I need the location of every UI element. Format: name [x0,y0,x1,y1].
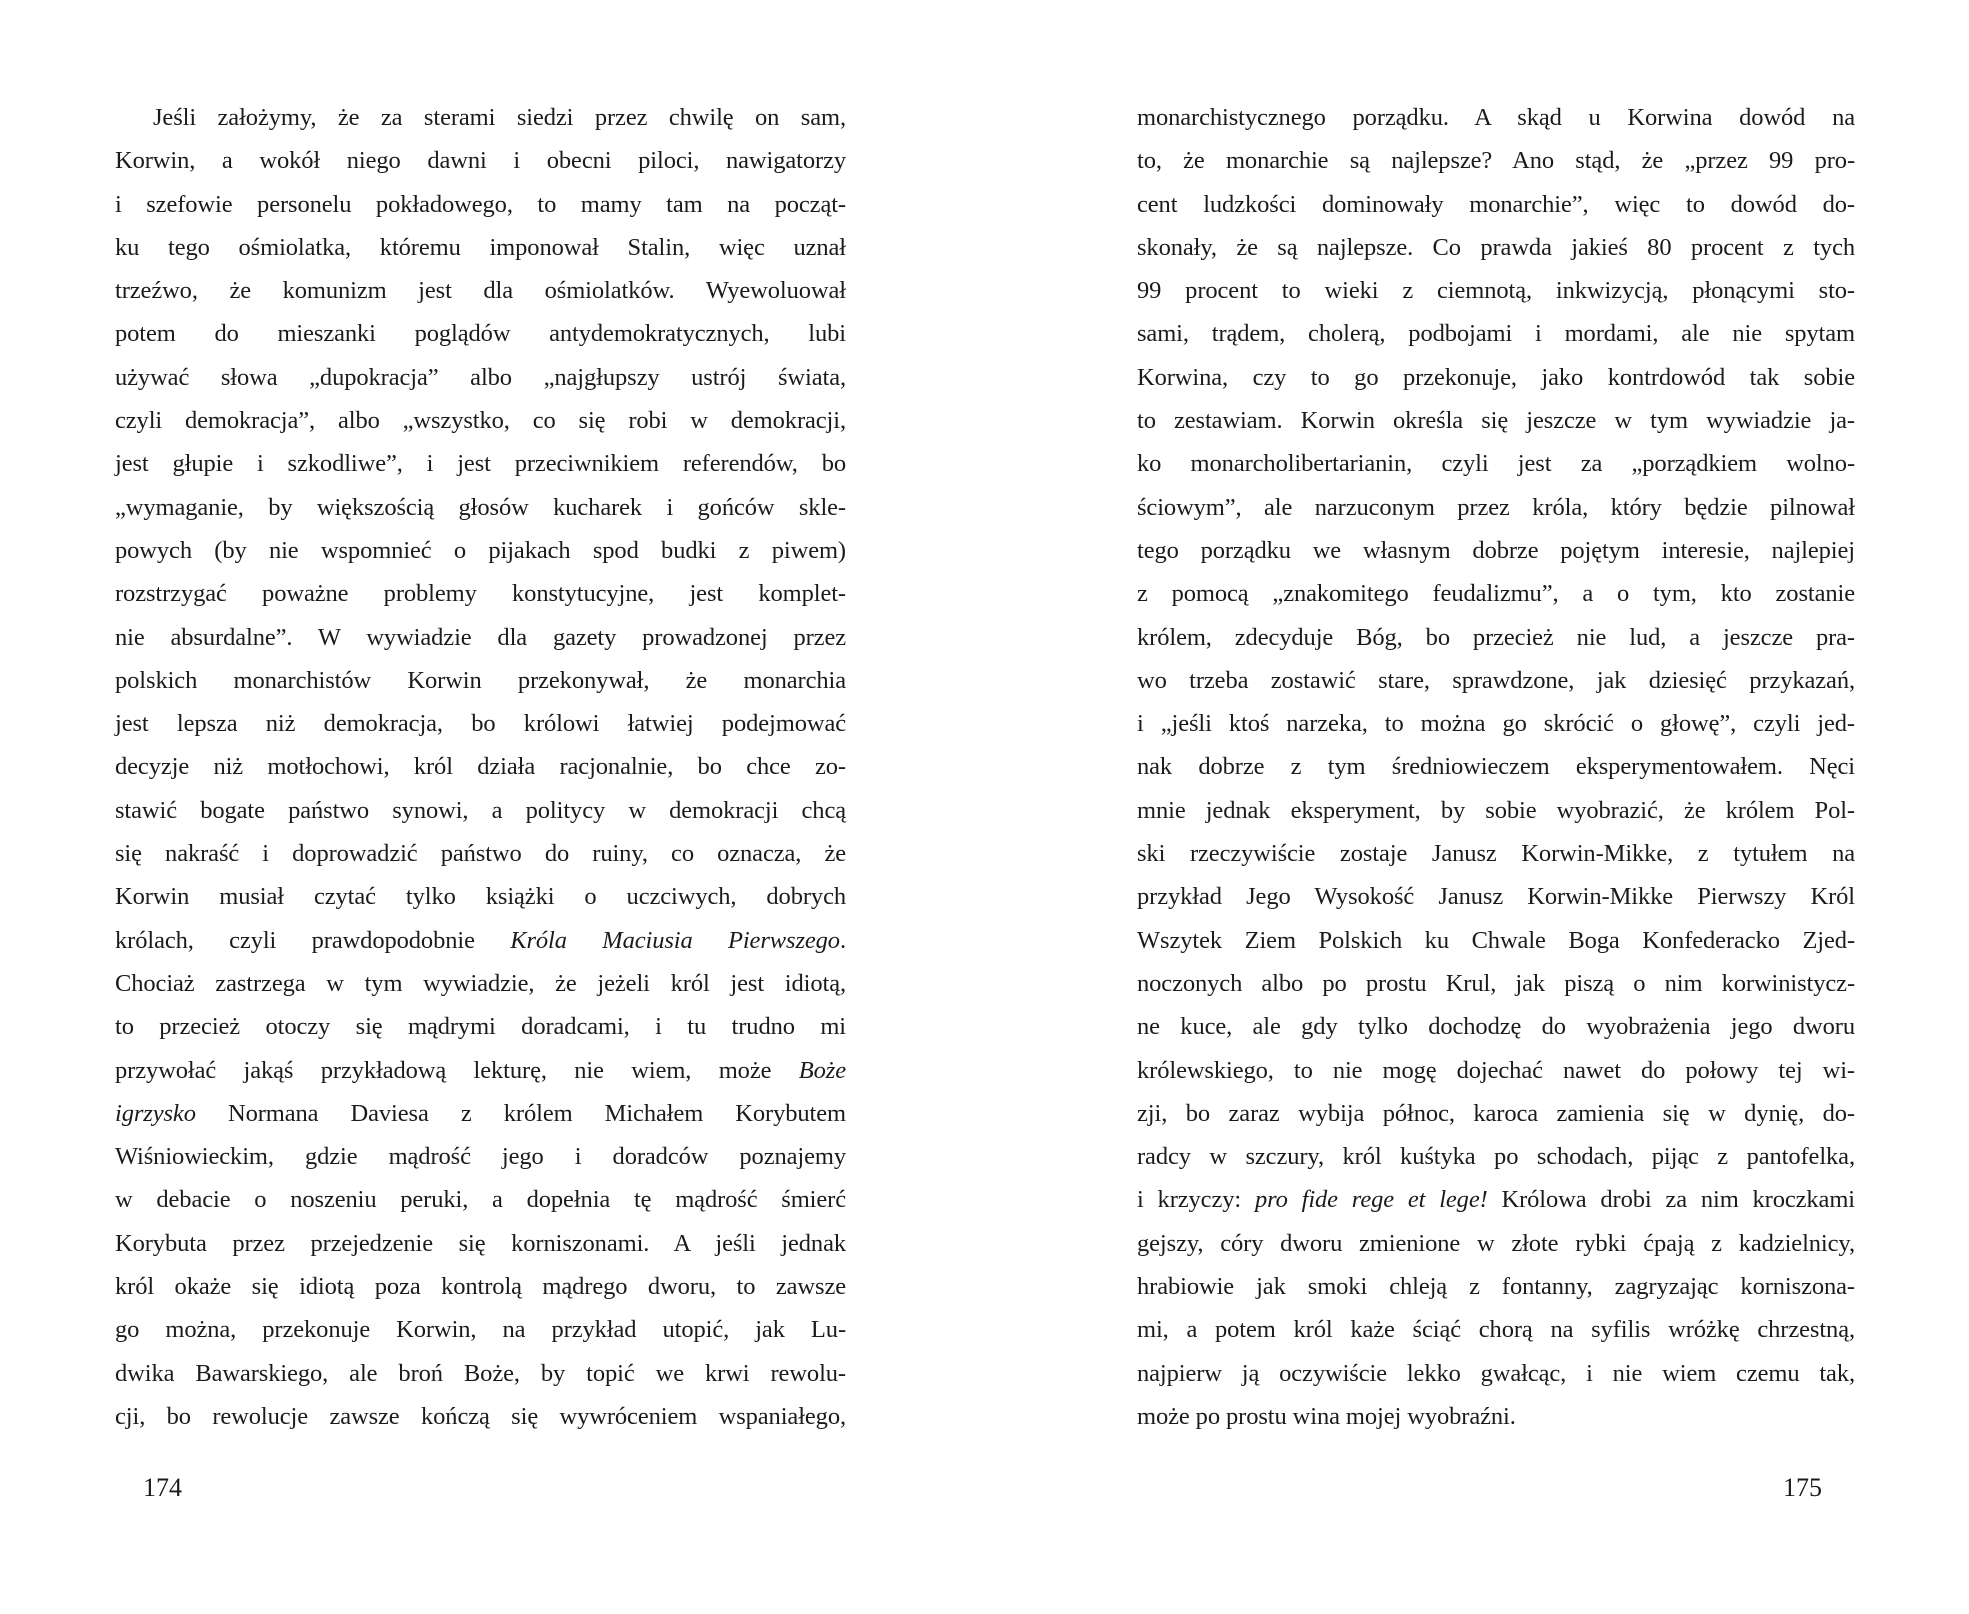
text-line [115,875,846,918]
text-line [1137,962,1855,1005]
text-segment: Korybuta przez przejedzenie się korniszonami. A jeśli jednak [115,1229,846,1257]
text-segment: Chociaż zastrzega w tym wywiadzie, że jeżeli król jest idiotą, [115,969,846,997]
italic-text-segment: pro fide rege et lege! [1254,1186,1488,1214]
text-segment: Wszytek Ziem Polskich ku Chwale Boga Konfederacko Zjed- [1137,926,1855,954]
text-line [115,399,846,442]
text-segment: skonały, że są najlepsze. Co prawda jakieś 80 procent z tych [1137,233,1855,261]
text-line [115,442,846,485]
text-line [115,616,846,659]
text-segment: monarchistycznego porządku. A skąd u Korwina dowód na [1137,104,1855,131]
text-segment: mi, a potem król każe ściąć chorą na syfilis wróżkę chrzestną, [1137,1316,1855,1344]
text-line [115,789,846,832]
text-line [115,1178,846,1221]
text-line [115,1092,846,1135]
text-line [1137,486,1855,529]
text-line [1137,312,1855,355]
text-segment: ściowym”, ale narzuconym przez króla, który będzie pilnował [1137,493,1855,521]
text-line [115,269,846,312]
text-line [1137,616,1855,659]
text-segment: Jeśli założymy, że za sterami siedzi przez chwilę on sam, [153,104,846,131]
text-segment: potem do mieszanki poglądów antydemokratycznych, lubi [115,320,846,348]
text-line [115,1265,846,1308]
text-line [1137,139,1855,182]
text-segment: przykład Jego Wysokość Janusz Korwin-Mikke Pierwszy Król [1137,883,1855,911]
text-line [115,183,846,226]
text-segment: nak dobrze z tym średniowieczem eksperymentowałem. Nęci [1137,753,1855,781]
page-174-text-column [115,96,846,1438]
text-segment: Korwin musiał czytać tylko książki o uczciwych, dobrych [115,883,846,911]
text-line [1137,1395,1855,1438]
text-segment: to zestawiam. Korwin określa się jeszcze w tym wywiadzie ja- [1137,407,1855,435]
text-segment: powych (by nie wspomnieć o pijakach spod budki z piwem) [115,536,846,564]
text-line [115,356,846,399]
text-line [1137,702,1855,745]
text-segment: Normana Daviesa z królem Michałem Korybutem [195,1099,846,1127]
text-segment: nie absurdalne”. W wywiadzie dla gazety prowadzonej przez [115,623,846,651]
text-segment: mnie jednak eksperyment, by sobie wyobrazić, że królem Pol- [1137,796,1855,824]
text-segment: tego porządku we własnym dobrze pojętym interesie, najlepiej [1137,536,1855,564]
text-segment: dwika Bawarskiego, ale broń Boże, by topić we krwi rewolu- [115,1359,846,1387]
text-segment: jest głupie i szkodliwe”, i jest przeciwnikiem referendów, bo [115,450,846,478]
text-segment: . [839,926,846,954]
text-line [115,139,846,182]
text-line [1137,1222,1855,1265]
text-segment: i szefowie personelu pokładowego, to mamy tam na począt- [115,190,846,218]
text-segment: to, że monarchie są najlepsze? Ano stąd, że „przez 99 pro- [1137,147,1855,175]
text-segment: Korwin, a wokół niego dawni i obecni piloci, nawigatorzy [115,147,846,175]
text-segment: najpierw ją oczywiście lekko gwałcąc, i nie wiem czemu tak, [1137,1359,1855,1387]
text-segment: ne kuce, ale gdy tylko dochodzę do wyobrażenia jego dworu [1137,1013,1855,1041]
italic-text-segment: Króla Maciusia Pierwszego [510,926,840,954]
text-line [1137,1092,1855,1135]
text-line [1137,832,1855,875]
page-number-right: 175 [1783,1473,1822,1502]
text-line [1137,1135,1855,1178]
text-segment: królem, zdecyduje Bóg, bo przecież nie lud, a jeszcze pra- [1137,623,1855,651]
text-line [115,1352,846,1395]
text-segment: ku tego ośmiolatka, któremu imponował Stalin, więc uznał [115,233,846,261]
text-line [1137,1265,1855,1308]
text-segment: noczonych albo po prostu Krul, jak piszą o nim korwinistycz- [1137,969,1855,997]
text-line [1137,399,1855,442]
text-line [1137,1308,1855,1351]
text-line [1137,919,1855,962]
text-line [1137,356,1855,399]
text-line [115,1049,846,1092]
text-segment: przywołać jakąś przykładową lekturę, nie wiem, może [115,1056,799,1084]
text-segment: go można, przekonuje Korwin, na przykład utopić, jak Lu- [115,1316,846,1344]
text-line [1137,789,1855,832]
text-line [1137,269,1855,312]
text-segment: Wiśniowieckim, gdzie mądrość jego i doradców poznajemy [115,1143,846,1171]
text-segment: używać słowa „dupokracja” albo „najgłupszy ustrój świata, [115,363,846,391]
text-line [115,962,846,1005]
text-segment: i „jeśli ktoś narzeka, to można go skrócić o głowę”, czyli jed- [1137,710,1855,738]
text-line [115,96,846,139]
text-line [1137,442,1855,485]
italic-text-segment: Boże [798,1056,846,1084]
text-line [115,1005,846,1048]
text-segment: cji, bo rewolucje zawsze kończą się wywróceniem wspaniałego, [115,1402,846,1430]
text-line [1137,183,1855,226]
text-line [1137,1352,1855,1395]
text-line [1137,1005,1855,1048]
text-segment: hrabiowie jak smoki chleją z fontanny, zagryzając korniszona- [1137,1273,1855,1301]
text-segment: się nakraść i doprowadzić państwo do ruiny, co oznacza, że [115,840,846,868]
text-segment: może po prostu wina mojej wyobraźni. [1137,1402,1516,1430]
text-segment: Korwina, czy to go przekonuje, jako kontrdowód tak sobie [1137,363,1855,391]
text-segment: królewskiego, to nie mogę dojechać nawet do połowy tej wi- [1137,1056,1855,1084]
text-line [115,1308,846,1351]
text-segment: rozstrzygać poważne problemy konstytucyjne, jest komplet- [115,580,846,608]
text-segment: w debacie o noszeniu peruki, a dopełnia tę mądrość śmierć [115,1186,846,1214]
text-segment: Królowa drobi za nim kroczkami [1487,1186,1855,1214]
text-line [115,226,846,269]
text-line [1137,572,1855,615]
text-segment: polskich monarchistów Korwin przekonywał, że monarchia [115,666,846,694]
text-segment: cent ludzkości dominowały monarchie”, więc to dowód do- [1137,190,1855,218]
text-line [115,745,846,788]
text-segment: sami, trądem, cholerą, podbojami i mordami, ale nie spytam [1137,320,1855,348]
text-line [115,1222,846,1265]
text-segment: jest lepsza niż demokracja, bo królowi łatwiej podejmować [115,710,846,738]
text-line [1137,529,1855,572]
text-line [1137,1178,1855,1221]
text-line [115,702,846,745]
text-segment: ski rzeczywiście zostaje Janusz Korwin-Mikke, z tytułem na [1137,840,1855,868]
text-segment: wo trzeba zostawić stare, sprawdzone, jak dziesięć przykazań, [1137,666,1855,694]
text-line [115,572,846,615]
text-line [115,919,846,962]
text-segment: radcy w szczury, król kuśtyka po schodach, pijąc z pantofelka, [1137,1143,1855,1171]
page-175-text-column [1137,96,1855,1438]
text-line [115,1135,846,1178]
text-segment: królach, czyli prawdopodobnie [115,926,511,954]
text-line [115,312,846,355]
text-segment: gejszy, córy dworu zmienione w złote rybki ćpają z kadzielnicy, [1137,1229,1855,1257]
text-line [1137,96,1855,139]
text-segment: król okaże się idiotą poza kontrolą mądrego dworu, to zawsze [115,1273,846,1301]
text-segment: i krzyczy: [1137,1186,1255,1214]
text-line [1137,659,1855,702]
italic-text-segment: igrzysko [115,1099,196,1127]
text-segment: stawić bogate państwo synowi, a politycy w demokracji chcą [115,796,846,824]
text-line [1137,875,1855,918]
text-line [115,486,846,529]
text-segment: to przecież otoczy się mądrymi doradcami, i tu trudno mi [115,1013,846,1041]
text-line [115,529,846,572]
text-segment: „wymaganie, by większością głosów kucharek i gońców skle- [115,493,846,521]
text-segment: trzeźwo, że komunizm jest dla ośmiolatków. Wyewoluował [115,277,846,305]
text-line [1137,226,1855,269]
text-line [115,659,846,702]
text-segment: z pomocą „znakomitego feudalizmu”, a o tym, kto zostanie [1137,580,1855,608]
text-segment: ko monarcholibertarianin, czyli jest za „porządkiem wolno- [1137,450,1855,478]
text-line [115,832,846,875]
text-line [1137,1049,1855,1092]
text-line [1137,745,1855,788]
page-number-left: 174 [143,1473,182,1502]
text-line [115,1395,846,1438]
text-segment: decyzje niż motłochowi, król działa racjonalnie, bo chce zo- [115,753,846,781]
text-segment: 99 procent to wieki z ciemnotą, inkwizycją, płonącymi sto- [1137,277,1855,305]
text-segment: czyli demokracja”, albo „wszystko, co się robi w demokracji, [115,407,846,435]
text-segment: zji, bo zaraz wybija północ, karoca zamienia się w dynię, do- [1137,1099,1855,1127]
